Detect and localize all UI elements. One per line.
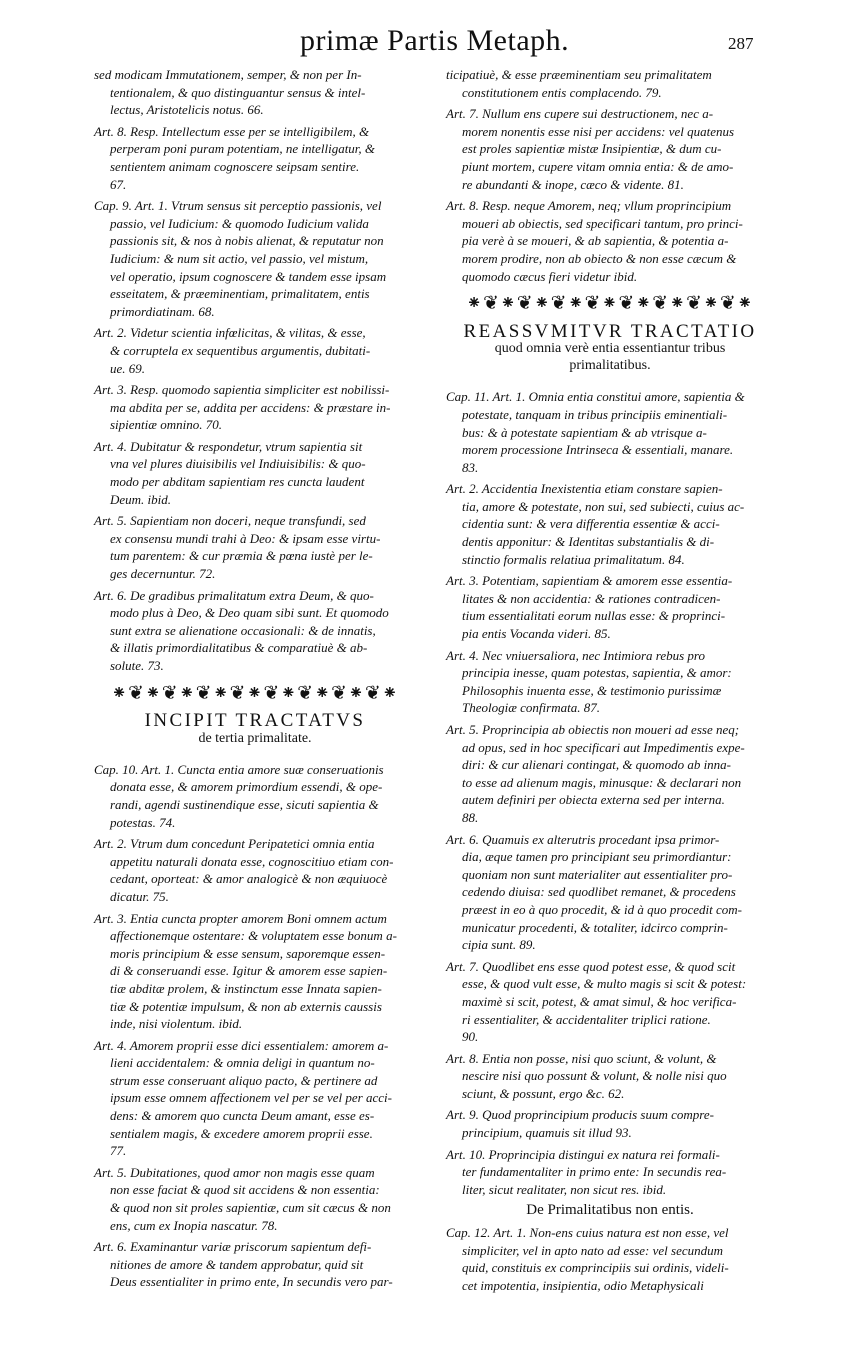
list-item: Art. 8. Resp. Intellectum esse per se intelligibilem, & perperam poni puram potentiam, ne intelligatur, & sentientem animam cognoscere seipsam sentire. 67. <box>94 123 376 192</box>
list-item: Art. 5. Sapientiam non doceri, neque transfundi, sed ex consensu mundi trahi à Deo: & ipsam esse virtu- tum parentem: & cur præmia & pœna iustè per le- ges decernuntur. 72. <box>94 513 381 582</box>
section-title: De Primalitatibus non entis. <box>526 1202 694 1219</box>
left-column <box>94 66 416 1295</box>
page-header <box>0 22 863 62</box>
list-item: Art. 8. Resp. neque Amorem, neq; vllum proprincipium moueri ab obiectis, sed specificari tantum, pro princi- pia verè à se moueri, & ab sapientia, & potentia a- morem prodire, non ab obiecto & non esse cæcum & quomodo cæcus fieri videtur ibid. <box>446 198 743 284</box>
list-item: Cap. 11. Art. 1. Omnia entia constitui amore, sapientia & potestate, tanquam in tribus principiis eminentiali- bus: & à potestate sapientiam & ab vtrisque a- morem processione Intrinseca & essentiali, manare. 83. <box>446 389 745 475</box>
list-item: Art. 5. Proprincipia ab obiectis non moueri ad esse neq; ad opus, sed in hoc specificari aut Impedimentis expe- diri: & cur alienari contingat, & quomodo ab inna- to esse ad alienum magis, minusque: & declarari non autem definiri per obiecta externa sed per interna. 88. <box>446 722 745 825</box>
page-number: 287 <box>728 34 754 53</box>
list-item: Art. 2. Accidentia Inexistentia etiam constare sapien- tia, amore & potestate, non sui, sed subiecti, cuius ac- cidentia sunt: & vera differentia essentiæ & acci- dentis apponitur: & Identitas substantialis & di- stinctio formalis relatiua primalitatum. 84. <box>446 481 745 567</box>
left-entries-after <box>94 761 416 1291</box>
right-entries-final <box>446 1224 774 1294</box>
list-item: Cap. 12. Art. 1. Non-ens cuius natura est non esse, vel simpliciter, vel in apto nato ad esse: vel secundum quid, constituis ex comprincipiis sui ordinis, videli- cet impotentia, insipientia, odio Metaphysicali <box>446 1225 729 1293</box>
running-title: primæ Partis Metaph. <box>300 24 570 57</box>
section-subheading: de tertia primalitate. <box>198 730 312 746</box>
ornament-band: ⁕❦⁕❦⁕❦⁕❦⁕❦⁕❦⁕❦⁕❦⁕ <box>466 295 754 313</box>
list-item: ticipatiuè, & esse præeminentiam seu primalitatem constitutionem entis complacendo. 79. <box>446 67 712 100</box>
list-item: Cap. 10. Art. 1. Cuncta entia amore suæ conseruationis donata esse, & amorem primordium essendi, & ope- randi, agendi sustinendique esse, sicuti sapientia & potestas. 74. <box>94 761 384 830</box>
list-item: Art. 8. Entia non posse, nisi quo sciunt, & volunt, & nescire nisi quo possunt & volunt, & nolle nisi quo sciunt, & possunt, ergo &c. 62. <box>446 1050 727 1101</box>
section-heading: INCIPIT TRACTATVS <box>144 710 366 732</box>
section-heading: REASSVMITVR TRACTATIO <box>463 320 757 342</box>
list-item: Art. 6. Examinantur variæ priscorum sapientum defi- nitiones de amore & tandem approbatur, quid sit Deus essentialiter in primo ente, In secundis vero par- <box>94 1239 393 1290</box>
list-item: Art. 4. Nec vniuersaliora, nec Intimiora rebus pro principia inesse, quam potestas, sapientia, & amor: Philosophis inuenta esse, & testimonio purissimæ Theologiæ confirmata. 87. <box>446 647 732 716</box>
section-subheading: quod omnia verè entia essentiantur tribus primalitatibus. <box>494 341 726 374</box>
list-item: Art. 2. Videtur scientia infœlicitas, & vilitas, & esse, & corruptela ex sequentibus argumentis, dubitati- ue. 69. <box>94 325 371 376</box>
ornament-band: ⁕❦⁕❦⁕❦⁕❦⁕❦⁕❦⁕❦⁕❦⁕ <box>111 684 399 703</box>
list-item: Art. 6. Quamuis ex alterutris procedant ipsa primor- dia, æque tamen pro principiant seu primordiantur: quoniam non sunt materialiter aut essentialiter pro- cedendo diuisa: sed quodlibet remanet, & procedens præest in eo à quo procedit, & id à quo procedit com- municatur procedenti, & totaliter, idcirco comprin- cipia sunt. 89. <box>446 831 742 953</box>
list-item: Art. 9. Quod proprincipium producis suum compre- principium, quamuis sit illud 93. <box>446 1107 714 1141</box>
right-entries-before <box>446 66 774 285</box>
list-item: Art. 5. Dubitationes, quod amor non magis esse quam non esse faciat & quod sit accidens & non essentia: & quod non sit proles sapientiæ, cum sit cæcus & non ens, cum ex Inopia nascatur. 78. <box>94 1164 391 1233</box>
left-entries-before <box>94 66 416 675</box>
list-item: Art. 3. Resp. quomodo sapientia simpliciter est nobilissi- ma abdita per se, addita per accidens: & præstare in- sipientiæ omnino. 70. <box>94 382 391 433</box>
list-item: Art. 3. Potentiam, sapientiam & amorem esse essentia- litates & non accidentia: & rationes contradicen- tium essentialitati eorum nullas esse: & proprinci- pia entis Vocanda videri. 85. <box>446 573 733 642</box>
list-item: Cap. 9. Art. 1. Vtrum sensus sit perceptio passionis, vel passio, vel Iudicium: & quomodo Iudicium valida passionis sit, & nos à nobis alienat, & reputatur non Iudicium: & num sit actio, vel passio, vel mistum, vel operatio, ipsum cognoscere & tandem esse ipsam esseitatem, & præeminentiam, primalitatem, entis primordiatinam. 68. <box>94 198 387 319</box>
list-item: Art. 2. Vtrum dum concedunt Peripatetici omnia entia appetitu naturali donata esse, cognoscitiuo etiam con- cedant, oporteat: & amor analogicè & non æquiuocè dicatur. 75. <box>94 836 394 904</box>
list-item: Art. 10. Proprincipia distingui ex natura rei formali- ter fundamentaliter in primo ente: In secundis rea- liter, sicut realitater, non sicut res. ibid. <box>446 1146 727 1197</box>
list-item: Art. 6. De gradibus primalitatum extra Deum, & quo- modo plus à Deo, & Deo quam sibi sunt. Et quomodo sunt extra se alienatione occasionali: & de innatis, & illatis primordialitatibus & comparatiuè & ab- solute. 73. <box>94 587 389 673</box>
list-item: Art. 4. Dubitatur & respondetur, vtrum sapientia sit vna vel plures diuisibilis vel Indiuisibilis: & quo- modo per abditam sapientiam res cuncta laudent Deum. ibid. <box>94 438 366 507</box>
right-column <box>446 66 774 1298</box>
list-item: Art. 4. Amorem proprii esse dici essentialem: amorem a- lieni accidentalem: & omnia deligi in quantum no- strum esse conseruant aliquo pacto, & pertinere ad ipsum esse omnem affectionem vel per se vel per acci- dens: & amorem quo cuncta Deum amant, esse es- sentialem magis, & excedere amorem proprii esse. 77. <box>94 1037 392 1159</box>
right-entries-after <box>446 388 774 1198</box>
list-item: Art. 7. Nullum ens cupere sui destructionem, nec a- morem nonentis esse nisi per accidens: vel quatenus est proles sapientiæ mistæ Insipientiæ, & dum cu- piunt mortem, cupere vitam omnia entia: & de amo- re abundanti & inope, cæco & vidente. 81. <box>446 106 735 192</box>
list-item: Art. 3. Entia cuncta propter amorem Boni omnem actum affectionemque ostentare: & voluptatem esse bonum a- moris principium & esse sensum, saporemque essen- di & conseruandi esse. Igitur & amorem esse sapien- tiæ abditæ prolem, & instinctum esse Innata sapien- tiæ & potentiæ impulsum, & non ab externis caussis inde, nisi violentum. ibid. <box>94 910 397 1032</box>
list-item: sed modicam Immutationem, semper, & non per In- tentionalem, & quo distinguantur sensus & intel- lectus, Aristotelicis notus. 66. <box>94 67 366 118</box>
list-item: Art. 7. Quodlibet ens esse quod potest esse, & quod scit esse, & quod vult esse, & multo magis si scit & potest: maximè si scit, potest, & amat simul, & hoc verifica- ri essentialiter, & accidentaliter triplici ratione. 90. <box>446 958 747 1045</box>
